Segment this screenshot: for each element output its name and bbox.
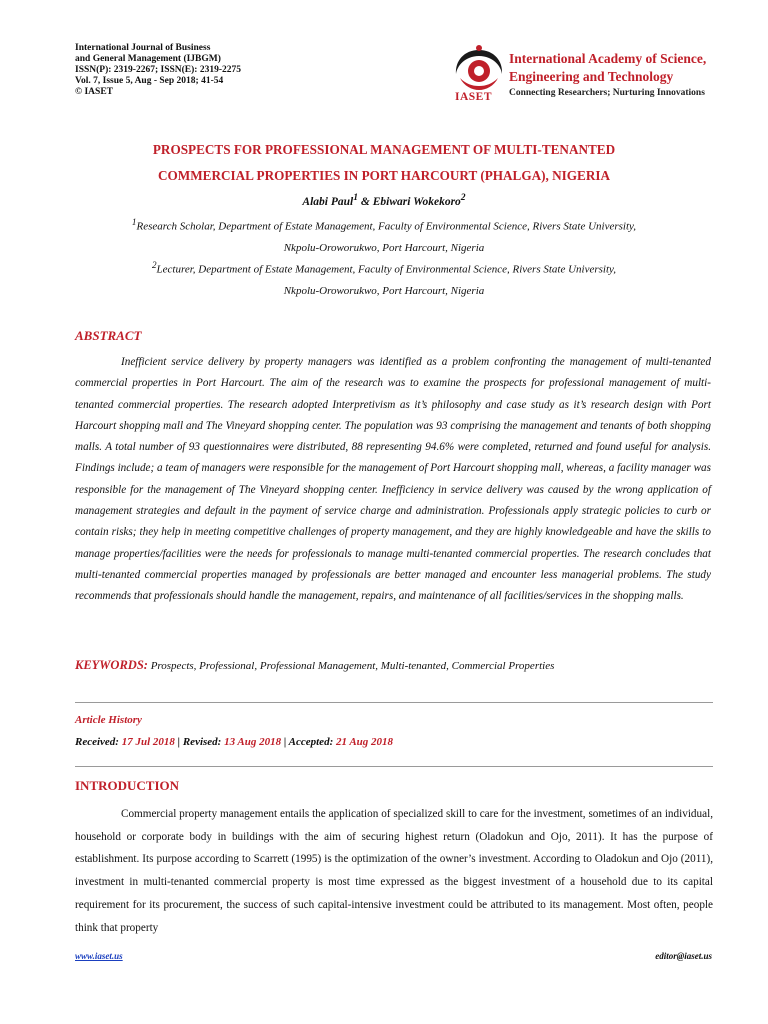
- abstract-text: Inefficient service delivery by property managers was identified as a problem confronting the management of multi-tenanted commercial properties in Port Harcourt. The aim of the research was to examine the prospects for professional management of multi-tenanted commercial properties. The research adopted Interpretivism as it’s philosophy and case study as it’s research design with Port Harcourt shopping mall and The Vineyard shopping center. The population was 93 comprising the management and tenants of both shopping malls. A total number of 93 questionnaires were distributed, 88 representing 94.6% were completed, returned and found useful for analysis. Findings include; a team of managers were responsible for the management of Port Harcourt shopping mall, whereas, a facility manager was responsible for the management of The Vineyard shopping center. Inefficiency in service delivery was caused by the wrong application of management strategies and default in the payment of service charge and administration. Professionals apply strategic policies to curb or contain risks; they help in meeting competitive challenges of property management, and they are highly knowledgeable and have the skills to manage properties/facilities were the needs for professionals to manage multi-tenanted commercial properties. The research concludes that multi-tenanted commercial properties managed by professionals are better managed and encounter less managerial problems. The study recommends that professionals should handle the management, repairs, and maintenance of all facilities/services in the shopping malls.: [75, 356, 711, 603]
- author-separator: &: [358, 195, 373, 208]
- author-list: [0, 192, 768, 208]
- accepted-date: 21 Aug 2018: [335, 736, 394, 748]
- article-history-heading: Article History: [75, 714, 142, 726]
- affiliation-line1: Lecturer, Department of Estate Management, Faculty of Environmental Science, Rivers State University,: [156, 263, 617, 276]
- divider: [75, 702, 713, 703]
- introduction-text: Commercial property management entails the application of specialized skill to care for the investment, sometimes of an individual, household or corporate body in buildings with the aim of securing highest return (Oladokun and Ojo, 2011). It has the purpose of establishment. Its purpose according to Scarrett (1995) is the optimization of the owner’s investment. According to Oladokun and Ojo (2011), investment in multi-tenanted commercial property is most time expressed as the biggest investment of a household due to its capital requirement for its procurement, the success of such capital-intensive investment could be attributed to its management. Most often, people think that property: [75, 808, 713, 934]
- affiliation-superscript: 1: [131, 217, 137, 227]
- affiliation-line2: Nkpolu-Oroworukwo, Port Harcourt, Nigeria: [283, 285, 485, 298]
- affiliation-line1: Research Scholar, Department of Estate Management, Faculty of Environmental Science, Rivers State University,: [136, 220, 637, 233]
- affiliation: [40, 212, 728, 260]
- author-name: Alabi Paul: [302, 195, 354, 208]
- journal-volume: Vol. 7, Issue 5, Aug - Sep 2018; 41-54: [75, 76, 224, 86]
- logo-organization-name: [509, 50, 706, 86]
- logo-name-line1: International Academy of Science,: [509, 51, 707, 66]
- article-history-dates: [75, 736, 393, 748]
- logo-name-line2: Engineering and Technology: [509, 69, 674, 84]
- journal-copyright: © IASET: [75, 87, 113, 97]
- affiliation-superscript: 2: [151, 260, 157, 270]
- title-line1: PROSPECTS FOR PROFESSIONAL MANAGEMENT OF MULTI-TENANTED: [152, 142, 616, 157]
- author-superscript: 2: [460, 192, 466, 203]
- author-name: Ebiwari Wokekoro: [372, 195, 461, 208]
- received-date: 17 Jul 2018: [121, 736, 175, 748]
- journal-name-line2: and General Management (IJBGM): [75, 54, 221, 64]
- keywords: [75, 658, 554, 673]
- introduction-heading: INTRODUCTION: [75, 778, 180, 793]
- footer-website-link[interactable]: www.iaset.us: [75, 951, 123, 961]
- logo-abbreviation: IASET: [455, 91, 493, 103]
- keywords-text: Prospects, Professional, Professional Management, Multi-tenanted, Commercial Properties: [147, 660, 555, 672]
- logo-tagline: Connecting Researchers; Nurturing Innovations: [509, 88, 705, 98]
- revised-date: 13 Aug 2018: [224, 736, 282, 748]
- abstract-heading: ABSTRACT: [75, 328, 142, 343]
- divider: [75, 766, 713, 767]
- paper-title: [40, 137, 728, 189]
- journal-info: [75, 43, 241, 98]
- revised-label: Revised:: [182, 736, 225, 748]
- author-superscript: 1: [353, 192, 359, 203]
- journal-issn: ISSN(P): 2319-2267; ISSN(E): 2319-2275: [75, 65, 241, 75]
- footer-email: editor@iaset.us: [655, 951, 712, 961]
- affiliation-line2: Nkpolu-Oroworukwo, Port Harcourt, Nigeria: [283, 242, 485, 255]
- received-label: Received:: [75, 736, 122, 748]
- history-separator: |: [174, 736, 183, 748]
- journal-name-line1: International Journal of Business: [75, 43, 211, 53]
- affiliation: [40, 255, 728, 303]
- history-separator: |: [281, 736, 289, 748]
- iaset-logo: [452, 42, 722, 104]
- keywords-label: KEYWORDS:: [75, 658, 148, 672]
- accepted-label: Accepted:: [288, 736, 336, 748]
- title-line2: COMMERCIAL PROPERTIES IN PORT HARCOURT (PHALGA), NIGERIA: [157, 168, 611, 183]
